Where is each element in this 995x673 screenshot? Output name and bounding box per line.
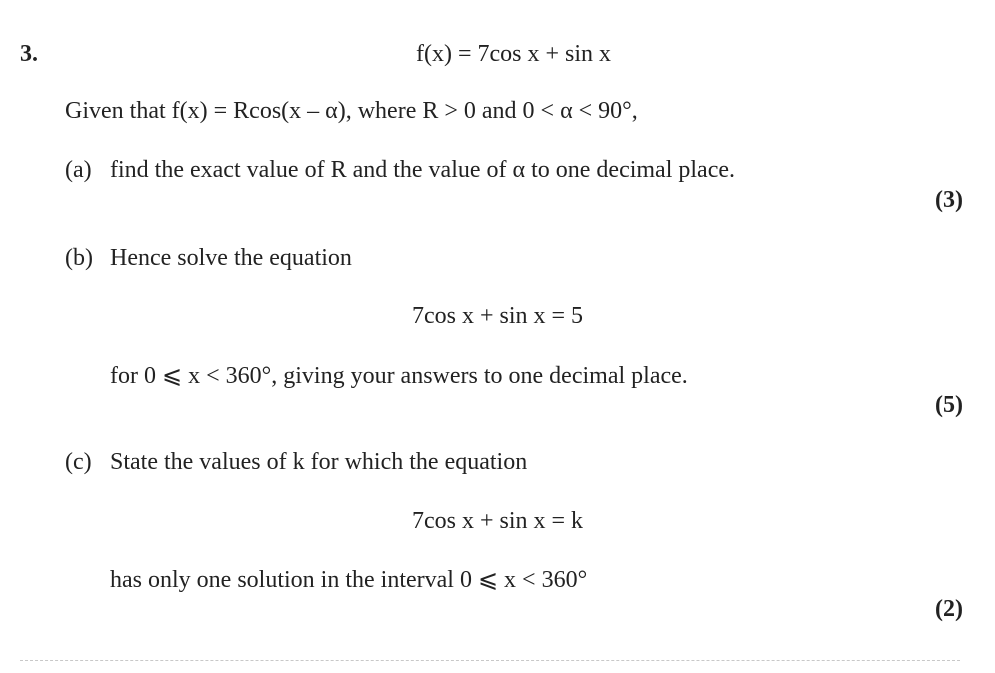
part-c-label: (c) xyxy=(65,449,92,475)
part-a-text: find the exact value of R and the value of α to one decimal place. xyxy=(110,157,735,183)
part-c-equation: 7cos x + sin x = k xyxy=(411,508,584,534)
part-b-marks: (5) xyxy=(935,392,963,418)
page-divider xyxy=(20,660,960,661)
part-a-marks: (3) xyxy=(935,187,963,213)
part-b-text: Hence solve the equation xyxy=(110,245,352,271)
part-c-continuation: has only one solution in the interval 0 ⩽ x < 360° xyxy=(110,567,588,593)
part-a-label: (a) xyxy=(65,157,92,183)
given-statement: Given that f(x) = Rcos(x – α), where R > 0 and 0 < α < 90°, xyxy=(65,98,638,124)
part-c-marks: (2) xyxy=(935,596,963,622)
part-b-equation: 7cos x + sin x = 5 xyxy=(411,303,584,329)
function-definition: f(x) = 7cos x + sin x xyxy=(415,41,612,67)
part-b-continuation: for 0 ⩽ x < 360°, giving your answers to one decimal place. xyxy=(110,363,688,389)
question-number: 3. xyxy=(20,41,38,67)
part-c-text: State the values of k for which the equation xyxy=(110,449,528,475)
part-b-label: (b) xyxy=(65,245,93,271)
